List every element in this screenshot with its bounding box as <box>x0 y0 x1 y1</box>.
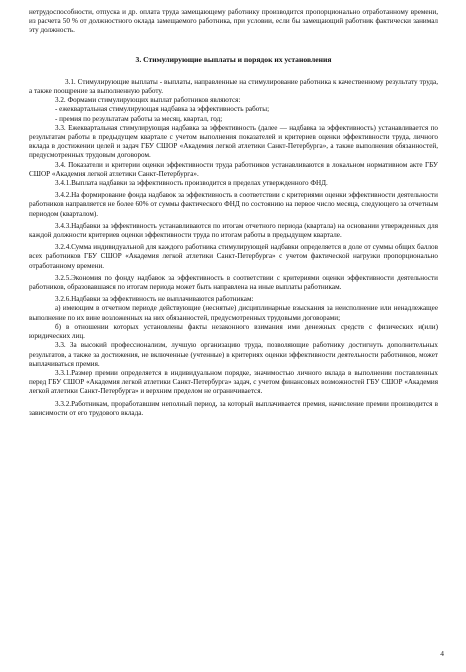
paragraph-3-2-4: 3.2.4.Сумма индивидуальной для каждого работника стимулирующей надбавки определяется в доле от суммы общих баллов всех работников ГБУ СШОР «Академия легкой атлетики Санкт-Петербурга» с учетом фактической нагрузки пропорционально отработанному времени. <box>29 243 438 270</box>
paragraph-3-3-2: 3.3.2.Работникам, проработавшим неполный период, за который выплачивается премия, начисление премии производится в зависимости от его трудового вклада. <box>29 399 438 417</box>
paragraph-3-1: 3.1. Стимулирующие выплаты - выплаты, направленные на стимулирование работника к качественному результату труда, а также поощрение за выполненную работу. <box>29 77 438 96</box>
list-item-quarterly-bonus: - ежеквартальная стимулирующая надбавка за эффективность работы; <box>55 105 270 114</box>
list-item-a: а) имеющим в отчетном периоде действующие (неснятые) дисциплинарные взыскания за неисполнение или ненадлежащее выполнение по их вине возложенных на них обязанностей, предусмотренных трудовыми договорами; <box>29 304 438 322</box>
paragraph-3-2: 3.2. Формами стимулирующих выплат работников являются: <box>55 96 241 105</box>
paragraph-3-2-5: 3.2.5.Экономия по фонду надбавок за эффективность в соответствии с критериями оценки эффективности деятельности работников, образовавшаяся по итогам периода может быть направлена на иные выплаты работникам. <box>29 273 438 292</box>
paragraph-3-3: 3.3. Ежеквартальная стимулирующая надбавка за эффективность (далее — надбавка за эффективность) устанавливается по результатам работы в предыдущем квартале с учетом выполнения показателей и критериев оценки эффективности труда, личного вклада в достижении целей и задач ГБУ СШОР «Академия легкой атлетики Санкт-Петербурга», а также выполнения обязанностей, предусмотренных трудовым договором. <box>29 123 438 160</box>
paragraph-3-4-2: 3.4.2.На формирование фонда надбавок за эффективность в соответствии с критериями оценки эффективности деятельности работников направляется не более 60% от суммы фактического ФНД по состоянию на первое число месяца, следующего за отчетным периодом (кварталом). <box>29 191 438 218</box>
paragraph-3-4-1: 3.4.1.Выплата надбавки за эффективность производится в пределах утвержденного ФНД. <box>55 179 328 188</box>
section-title: 3. Стимулирующие выплаты и порядок их установления <box>135 54 332 64</box>
paragraph-3-3-1: 3.3.1.Размер премии определяется в индивидуальном порядке, значимостью личного вклада в выполнении поставленных перед ГБУ СШОР «Академия легкой атлетики Санкт-Петербурга» задач, с учетом финансовых возможностей ГБУ СШОР «Академия легкой атлетики Санкт-Петербурга» и верхним пределом не ограничивается. <box>29 368 438 396</box>
paragraph-3-4-3: 3.4.3.Надбавки за эффективность устанавливаются по итогам отчетного периода (квартала) на основании утвержденных для каждой должности критериев оценки эффективности труда по итогам работы в предыдущем квартале. <box>29 221 438 240</box>
page-content <box>29 8 438 418</box>
paragraph-3-2-6: 3.2.6.Надбавки за эффективность не выплачиваются работникам: <box>55 295 254 304</box>
paragraph-3-4: 3.4. Показатели и критерии оценки эффективности труда работников устанавливаются в локальном нормативном акте ГБУ СШОР «Академия легкой атлетики Санкт-Петербурга». <box>29 160 438 178</box>
paragraph-3-3-premium: 3.3. За высокий профессионализм, лучшую организацию труда, позволяющие работнику достигнуть дополнительных результатов, а также за достижения, не включенные (учтенные) в критериях оценки эффективности деятельности работников, может выплачиваться премия. <box>29 341 438 368</box>
list-item-premium: - премия по результатам работы за месяц, квартал, год; <box>55 114 223 123</box>
intro-paragraph: нетрудоспособности, отпуска и др. оплата труда замещающему работнику производится пропорционально отработанному времени, из расчета 50 % от должностного оклада замещаемого работника, при условии, если бы замещающий работник фактически занимал эту должность. <box>29 8 438 35</box>
list-item-b: б) в отношении которых установлены факты незаконного взимания ими денежных средств с физических и(или) юридических лиц. <box>29 322 438 341</box>
page-number: 4 <box>440 648 444 658</box>
